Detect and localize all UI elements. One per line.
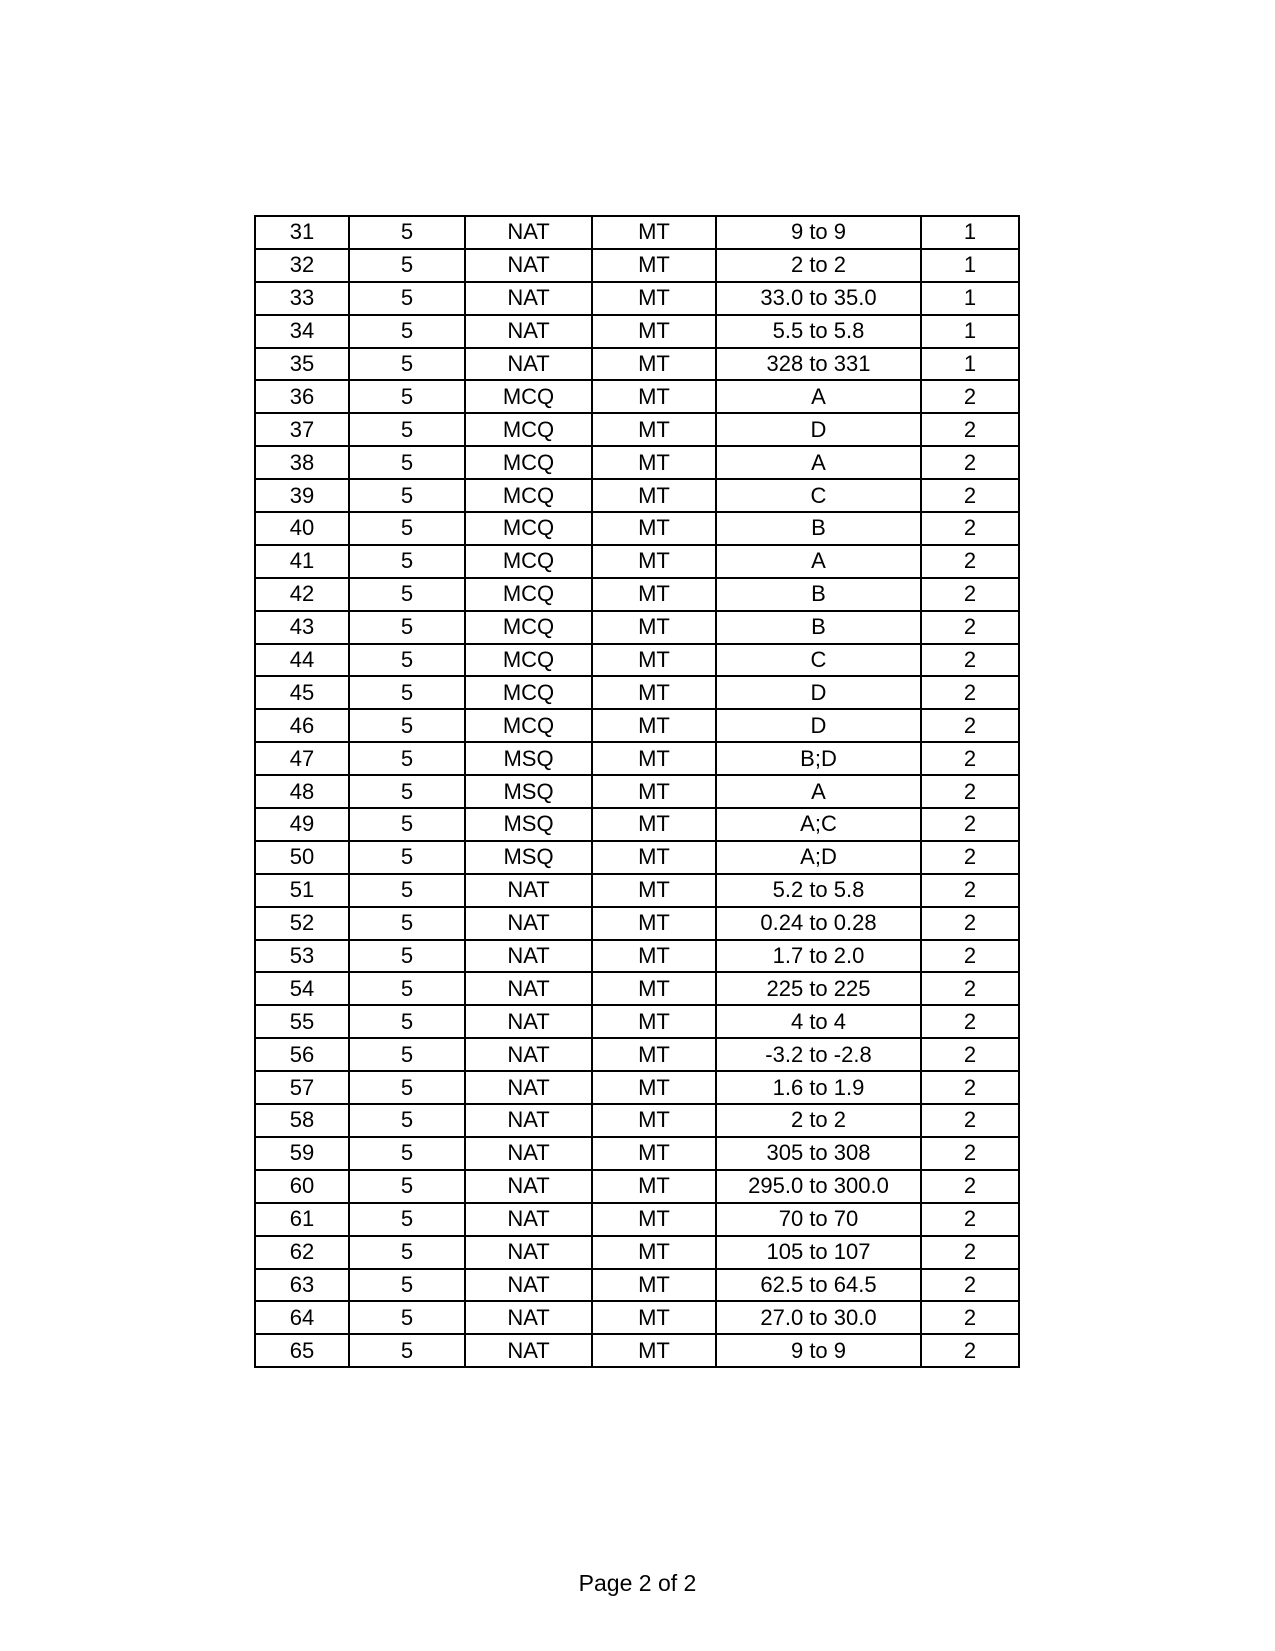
marks-cell: 2 bbox=[921, 611, 1019, 644]
marks-cell: 2 bbox=[921, 808, 1019, 841]
session-cell: 5 bbox=[349, 709, 465, 742]
table-row bbox=[255, 676, 1019, 709]
marks-cell: 2 bbox=[921, 1071, 1019, 1104]
session-cell: 5 bbox=[349, 545, 465, 578]
session-cell: 5 bbox=[349, 249, 465, 282]
section-cell: MT bbox=[592, 1269, 716, 1302]
marks-cell: 2 bbox=[921, 479, 1019, 512]
table-row bbox=[255, 1170, 1019, 1203]
question-number-cell: 49 bbox=[255, 808, 349, 841]
marks-cell: 2 bbox=[921, 413, 1019, 446]
question-type-cell: MSQ bbox=[465, 775, 592, 808]
key-range-cell: D bbox=[716, 676, 921, 709]
section-cell: MT bbox=[592, 972, 716, 1005]
session-cell: 5 bbox=[349, 1334, 465, 1367]
key-range-cell: -3.2 to -2.8 bbox=[716, 1038, 921, 1071]
question-number-cell: 35 bbox=[255, 348, 349, 381]
key-range-cell: A bbox=[716, 446, 921, 479]
section-cell: MT bbox=[592, 1170, 716, 1203]
marks-cell: 2 bbox=[921, 940, 1019, 973]
table-row bbox=[255, 578, 1019, 611]
question-type-cell: MSQ bbox=[465, 841, 592, 874]
question-number-cell: 45 bbox=[255, 676, 349, 709]
key-range-cell: C bbox=[716, 479, 921, 512]
marks-cell: 2 bbox=[921, 578, 1019, 611]
section-cell: MT bbox=[592, 1005, 716, 1038]
table-row bbox=[255, 315, 1019, 348]
section-cell: MT bbox=[592, 1137, 716, 1170]
question-number-cell: 53 bbox=[255, 940, 349, 973]
session-cell: 5 bbox=[349, 808, 465, 841]
table-row bbox=[255, 479, 1019, 512]
section-cell: MT bbox=[592, 249, 716, 282]
table-row bbox=[255, 545, 1019, 578]
key-range-cell: 105 to 107 bbox=[716, 1236, 921, 1269]
key-range-cell: C bbox=[716, 644, 921, 677]
key-range-cell: B bbox=[716, 578, 921, 611]
session-cell: 5 bbox=[349, 1203, 465, 1236]
question-type-cell: NAT bbox=[465, 348, 592, 381]
table-row bbox=[255, 808, 1019, 841]
question-number-cell: 33 bbox=[255, 282, 349, 315]
table-row bbox=[255, 282, 1019, 315]
question-type-cell: NAT bbox=[465, 1137, 592, 1170]
section-cell: MT bbox=[592, 315, 716, 348]
section-cell: MT bbox=[592, 380, 716, 413]
table-row bbox=[255, 709, 1019, 742]
question-type-cell: NAT bbox=[465, 315, 592, 348]
table-row bbox=[255, 1236, 1019, 1269]
table-row bbox=[255, 1104, 1019, 1137]
marks-cell: 2 bbox=[921, 380, 1019, 413]
marks-cell: 2 bbox=[921, 446, 1019, 479]
question-type-cell: MSQ bbox=[465, 742, 592, 775]
table-row bbox=[255, 874, 1019, 907]
section-cell: MT bbox=[592, 841, 716, 874]
key-range-cell: 0.24 to 0.28 bbox=[716, 907, 921, 940]
question-number-cell: 48 bbox=[255, 775, 349, 808]
section-cell: MT bbox=[592, 1301, 716, 1334]
section-cell: MT bbox=[592, 907, 716, 940]
question-number-cell: 51 bbox=[255, 874, 349, 907]
question-type-cell: NAT bbox=[465, 1005, 592, 1038]
marks-cell: 2 bbox=[921, 907, 1019, 940]
session-cell: 5 bbox=[349, 1038, 465, 1071]
question-number-cell: 56 bbox=[255, 1038, 349, 1071]
question-number-cell: 55 bbox=[255, 1005, 349, 1038]
session-cell: 5 bbox=[349, 1301, 465, 1334]
session-cell: 5 bbox=[349, 742, 465, 775]
key-range-cell: 5.2 to 5.8 bbox=[716, 874, 921, 907]
section-cell: MT bbox=[592, 446, 716, 479]
question-number-cell: 65 bbox=[255, 1334, 349, 1367]
question-number-cell: 31 bbox=[255, 216, 349, 249]
marks-cell: 2 bbox=[921, 1104, 1019, 1137]
question-type-cell: NAT bbox=[465, 1301, 592, 1334]
question-type-cell: NAT bbox=[465, 1334, 592, 1367]
marks-cell: 1 bbox=[921, 249, 1019, 282]
session-cell: 5 bbox=[349, 380, 465, 413]
marks-cell: 2 bbox=[921, 972, 1019, 1005]
question-type-cell: NAT bbox=[465, 940, 592, 973]
question-number-cell: 62 bbox=[255, 1236, 349, 1269]
question-type-cell: MCQ bbox=[465, 676, 592, 709]
section-cell: MT bbox=[592, 940, 716, 973]
question-number-cell: 34 bbox=[255, 315, 349, 348]
table-row bbox=[255, 972, 1019, 1005]
question-type-cell: NAT bbox=[465, 1269, 592, 1302]
section-cell: MT bbox=[592, 545, 716, 578]
marks-cell: 1 bbox=[921, 348, 1019, 381]
session-cell: 5 bbox=[349, 578, 465, 611]
session-cell: 5 bbox=[349, 1170, 465, 1203]
question-number-cell: 39 bbox=[255, 479, 349, 512]
session-cell: 5 bbox=[349, 775, 465, 808]
marks-cell: 2 bbox=[921, 1236, 1019, 1269]
question-type-cell: NAT bbox=[465, 1104, 592, 1137]
section-cell: MT bbox=[592, 709, 716, 742]
session-cell: 5 bbox=[349, 479, 465, 512]
question-number-cell: 47 bbox=[255, 742, 349, 775]
session-cell: 5 bbox=[349, 874, 465, 907]
question-number-cell: 54 bbox=[255, 972, 349, 1005]
session-cell: 5 bbox=[349, 644, 465, 677]
session-cell: 5 bbox=[349, 1137, 465, 1170]
question-number-cell: 63 bbox=[255, 1269, 349, 1302]
table-row bbox=[255, 775, 1019, 808]
marks-cell: 2 bbox=[921, 1005, 1019, 1038]
question-type-cell: NAT bbox=[465, 216, 592, 249]
key-range-cell: 225 to 225 bbox=[716, 972, 921, 1005]
key-range-cell: B bbox=[716, 512, 921, 545]
session-cell: 5 bbox=[349, 940, 465, 973]
table-row bbox=[255, 1071, 1019, 1104]
marks-cell: 2 bbox=[921, 512, 1019, 545]
key-range-cell: 295.0 to 300.0 bbox=[716, 1170, 921, 1203]
marks-cell: 2 bbox=[921, 1203, 1019, 1236]
section-cell: MT bbox=[592, 1038, 716, 1071]
session-cell: 5 bbox=[349, 315, 465, 348]
section-cell: MT bbox=[592, 578, 716, 611]
table-row bbox=[255, 348, 1019, 381]
section-cell: MT bbox=[592, 512, 716, 545]
section-cell: MT bbox=[592, 413, 716, 446]
marks-cell: 2 bbox=[921, 1269, 1019, 1302]
session-cell: 5 bbox=[349, 1236, 465, 1269]
session-cell: 5 bbox=[349, 972, 465, 1005]
marks-cell: 1 bbox=[921, 216, 1019, 249]
question-type-cell: MCQ bbox=[465, 578, 592, 611]
question-type-cell: MCQ bbox=[465, 479, 592, 512]
session-cell: 5 bbox=[349, 413, 465, 446]
key-range-cell: B bbox=[716, 611, 921, 644]
section-cell: MT bbox=[592, 1334, 716, 1367]
question-number-cell: 32 bbox=[255, 249, 349, 282]
question-number-cell: 37 bbox=[255, 413, 349, 446]
question-number-cell: 40 bbox=[255, 512, 349, 545]
question-type-cell: MCQ bbox=[465, 709, 592, 742]
answer-key-table-body bbox=[255, 216, 1019, 1367]
table-row bbox=[255, 1005, 1019, 1038]
question-type-cell: NAT bbox=[465, 907, 592, 940]
key-range-cell: 5.5 to 5.8 bbox=[716, 315, 921, 348]
marks-cell: 2 bbox=[921, 775, 1019, 808]
session-cell: 5 bbox=[349, 611, 465, 644]
question-type-cell: MCQ bbox=[465, 611, 592, 644]
question-type-cell: NAT bbox=[465, 972, 592, 1005]
table-row bbox=[255, 611, 1019, 644]
key-range-cell: 1.6 to 1.9 bbox=[716, 1071, 921, 1104]
table-row bbox=[255, 413, 1019, 446]
marks-cell: 2 bbox=[921, 1334, 1019, 1367]
session-cell: 5 bbox=[349, 512, 465, 545]
question-number-cell: 36 bbox=[255, 380, 349, 413]
question-number-cell: 46 bbox=[255, 709, 349, 742]
question-number-cell: 58 bbox=[255, 1104, 349, 1137]
answer-key-table bbox=[254, 215, 1020, 1368]
question-number-cell: 43 bbox=[255, 611, 349, 644]
question-number-cell: 41 bbox=[255, 545, 349, 578]
key-range-cell: 4 to 4 bbox=[716, 1005, 921, 1038]
table-row bbox=[255, 1269, 1019, 1302]
key-range-cell: B;D bbox=[716, 742, 921, 775]
table-row bbox=[255, 1334, 1019, 1367]
section-cell: MT bbox=[592, 742, 716, 775]
key-range-cell: 9 to 9 bbox=[716, 216, 921, 249]
section-cell: MT bbox=[592, 874, 716, 907]
question-type-cell: MCQ bbox=[465, 644, 592, 677]
table-row bbox=[255, 216, 1019, 249]
key-range-cell: 9 to 9 bbox=[716, 1334, 921, 1367]
marks-cell: 1 bbox=[921, 282, 1019, 315]
table-row bbox=[255, 1137, 1019, 1170]
session-cell: 5 bbox=[349, 1269, 465, 1302]
key-range-cell: 328 to 331 bbox=[716, 348, 921, 381]
question-type-cell: NAT bbox=[465, 282, 592, 315]
key-range-cell: 1.7 to 2.0 bbox=[716, 940, 921, 973]
marks-cell: 2 bbox=[921, 545, 1019, 578]
question-type-cell: NAT bbox=[465, 1071, 592, 1104]
question-number-cell: 50 bbox=[255, 841, 349, 874]
section-cell: MT bbox=[592, 676, 716, 709]
key-range-cell: D bbox=[716, 413, 921, 446]
question-type-cell: NAT bbox=[465, 249, 592, 282]
session-cell: 5 bbox=[349, 1005, 465, 1038]
question-type-cell: MSQ bbox=[465, 808, 592, 841]
table-row bbox=[255, 1038, 1019, 1071]
key-range-cell: 33.0 to 35.0 bbox=[716, 282, 921, 315]
table-row bbox=[255, 841, 1019, 874]
section-cell: MT bbox=[592, 611, 716, 644]
session-cell: 5 bbox=[349, 1071, 465, 1104]
page-number: Page 2 of 2 bbox=[578, 1570, 697, 1596]
table-row bbox=[255, 940, 1019, 973]
key-range-cell: A bbox=[716, 380, 921, 413]
key-range-cell: 2 to 2 bbox=[716, 249, 921, 282]
table-row bbox=[255, 644, 1019, 677]
question-type-cell: NAT bbox=[465, 874, 592, 907]
question-number-cell: 61 bbox=[255, 1203, 349, 1236]
marks-cell: 2 bbox=[921, 742, 1019, 775]
section-cell: MT bbox=[592, 775, 716, 808]
key-range-cell: A;C bbox=[716, 808, 921, 841]
key-range-cell: A;D bbox=[716, 841, 921, 874]
marks-cell: 2 bbox=[921, 1038, 1019, 1071]
table-row bbox=[255, 249, 1019, 282]
key-range-cell: D bbox=[716, 709, 921, 742]
marks-cell: 2 bbox=[921, 841, 1019, 874]
key-range-cell: 70 to 70 bbox=[716, 1203, 921, 1236]
question-type-cell: MCQ bbox=[465, 380, 592, 413]
question-type-cell: MCQ bbox=[465, 545, 592, 578]
question-number-cell: 60 bbox=[255, 1170, 349, 1203]
key-range-cell: 2 to 2 bbox=[716, 1104, 921, 1137]
marks-cell: 2 bbox=[921, 1137, 1019, 1170]
section-cell: MT bbox=[592, 1104, 716, 1137]
key-range-cell: 62.5 to 64.5 bbox=[716, 1269, 921, 1302]
section-cell: MT bbox=[592, 808, 716, 841]
key-range-cell: A bbox=[716, 775, 921, 808]
question-type-cell: MCQ bbox=[465, 446, 592, 479]
table-row bbox=[255, 1301, 1019, 1334]
marks-cell: 2 bbox=[921, 874, 1019, 907]
question-type-cell: NAT bbox=[465, 1038, 592, 1071]
table-row bbox=[255, 1203, 1019, 1236]
session-cell: 5 bbox=[349, 1104, 465, 1137]
table-row bbox=[255, 512, 1019, 545]
session-cell: 5 bbox=[349, 676, 465, 709]
section-cell: MT bbox=[592, 1203, 716, 1236]
marks-cell: 1 bbox=[921, 315, 1019, 348]
question-number-cell: 57 bbox=[255, 1071, 349, 1104]
question-type-cell: NAT bbox=[465, 1203, 592, 1236]
question-number-cell: 42 bbox=[255, 578, 349, 611]
marks-cell: 2 bbox=[921, 644, 1019, 677]
question-number-cell: 38 bbox=[255, 446, 349, 479]
table-row bbox=[255, 742, 1019, 775]
question-number-cell: 64 bbox=[255, 1301, 349, 1334]
section-cell: MT bbox=[592, 1071, 716, 1104]
key-range-cell: A bbox=[716, 545, 921, 578]
marks-cell: 2 bbox=[921, 1170, 1019, 1203]
section-cell: MT bbox=[592, 1236, 716, 1269]
section-cell: MT bbox=[592, 216, 716, 249]
table-row bbox=[255, 446, 1019, 479]
session-cell: 5 bbox=[349, 348, 465, 381]
session-cell: 5 bbox=[349, 282, 465, 315]
key-range-cell: 305 to 308 bbox=[716, 1137, 921, 1170]
question-type-cell: MCQ bbox=[465, 413, 592, 446]
marks-cell: 2 bbox=[921, 709, 1019, 742]
session-cell: 5 bbox=[349, 907, 465, 940]
section-cell: MT bbox=[592, 282, 716, 315]
table-row bbox=[255, 907, 1019, 940]
table-row bbox=[255, 380, 1019, 413]
section-cell: MT bbox=[592, 348, 716, 381]
question-number-cell: 44 bbox=[255, 644, 349, 677]
marks-cell: 2 bbox=[921, 676, 1019, 709]
question-type-cell: MCQ bbox=[465, 512, 592, 545]
session-cell: 5 bbox=[349, 446, 465, 479]
question-type-cell: NAT bbox=[465, 1236, 592, 1269]
session-cell: 5 bbox=[349, 216, 465, 249]
key-range-cell: 27.0 to 30.0 bbox=[716, 1301, 921, 1334]
question-number-cell: 52 bbox=[255, 907, 349, 940]
section-cell: MT bbox=[592, 479, 716, 512]
section-cell: MT bbox=[592, 644, 716, 677]
question-number-cell: 59 bbox=[255, 1137, 349, 1170]
question-type-cell: NAT bbox=[465, 1170, 592, 1203]
session-cell: 5 bbox=[349, 841, 465, 874]
marks-cell: 2 bbox=[921, 1301, 1019, 1334]
